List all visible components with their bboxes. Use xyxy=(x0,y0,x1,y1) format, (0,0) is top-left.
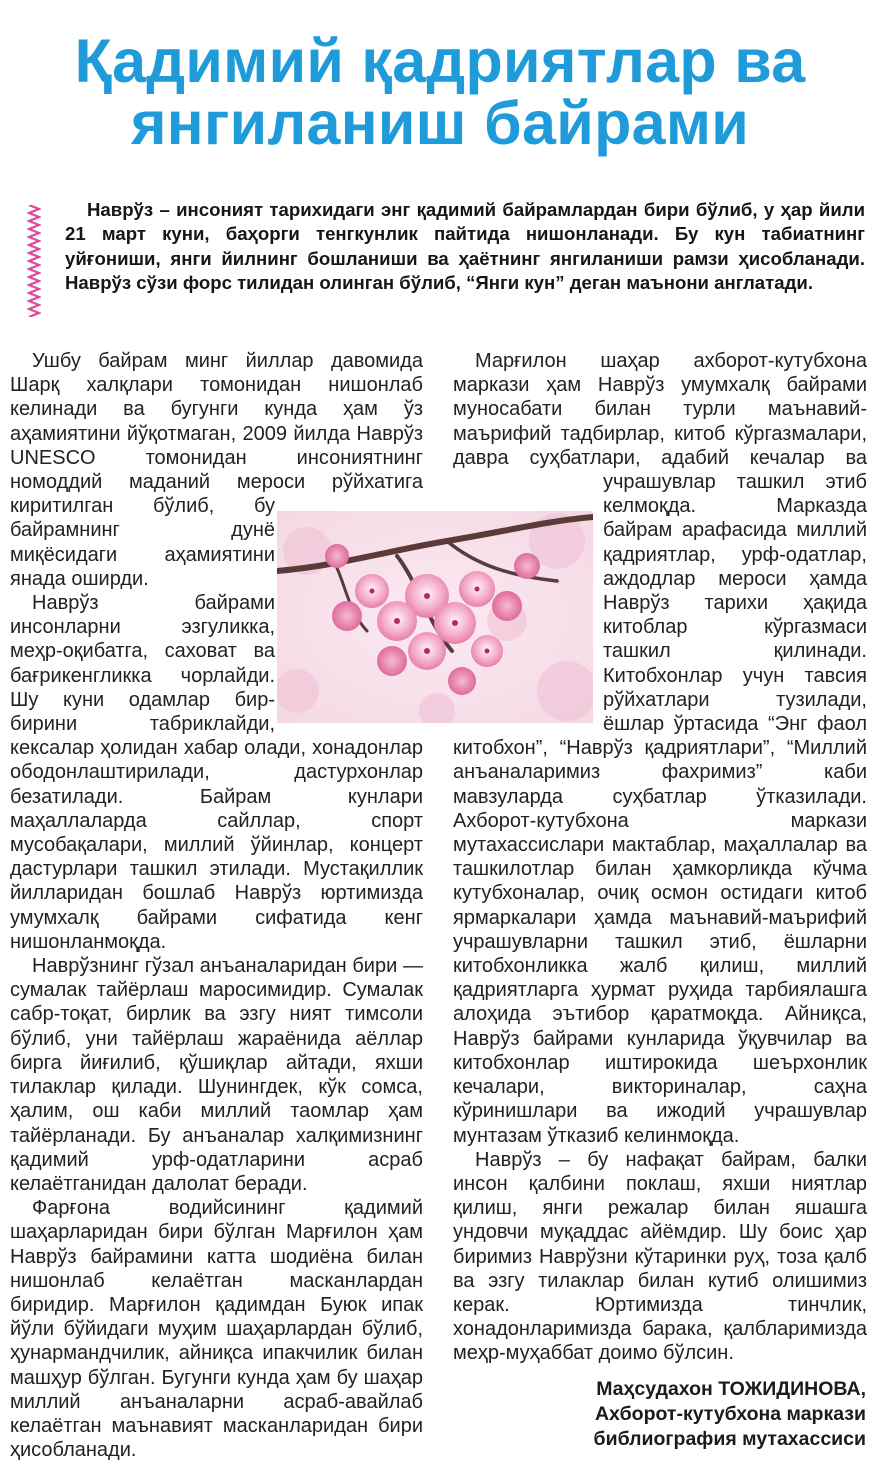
author-signature xyxy=(594,1377,866,1452)
author-role: библиография мутахассиси xyxy=(593,1428,866,1450)
paragraph: Марғилон шаҳар ахборот-кутубхона маркази ҳам Наврўз умумхалқ байрами муносабати билан турли маънавий-маърифий тадбирлар, китоб кўргазмалари, давра суҳбатлари, адабий кечалар ва учрашувлар ташкил этиб келмоқда. Марказда байрам арафасида миллий қадриятлар, урф-одатлар, аждодлар мероси ҳамда Наврўз тарихи ҳақида китоблар кўргазмаси ташкил қилинади. Китобхонлар учун тавсия рўйхатлари тузилади, ёшлар ўртасида “Энг фаол китобхон”, “Наврўз қадриятлари”, “Миллий анъаналаримиз фахримиз” каби мавзуларда суҳбатлар ўтказилади. Ахборот-кутубхона маркази мутахассислари мактаблар, маҳаллалар ва ташкилотлар билан ҳамкорликда кўчма кутубхоналар, очиқ осмон остидаги китоб ярмаркалари ҳамда маънавий-маърифий учрашувларни ташкил этиб, ёшларни китобхонликка жалб қилиш, миллий қадриятларга ҳурмат руҳида тарбиялашга алоҳида эътибор қаратмоқда. Айниқса, Наврўз байрами кунларида ўқувчилар ва китобхонлар иштирокида шеърхонлик кечалари, викториналар, саҳна кўринишлари ва ижодий учрашувлар мунтазам ўтказиб келинмоқда. xyxy=(453,350,867,1147)
paragraph: Фарғона водийсининг қадимий шаҳарларидан бири бўлган Марғилон ҳам Наврўз байрамини катта шодиёна билан нишонлаб келаётган масканлардан биридир. Марғилон қадимдан Буюк ипак йўли бўйидаги муҳим шаҳарлардан бўлиб, ҳунармандчилик, айниқса ипакчилик билан машҳур бўлган. Бугунги кунда ҳам бу шаҳар миллий анъаналарни асраб-авайлаб келаётган маънавият масканларидан бири ҳисобланади. xyxy=(10,1197,423,1462)
author-name: Маҳсудахон ТОЖИДИНОВА, xyxy=(596,1378,866,1400)
paragraph: Наврўзнинг гўзал анъаналаридан бири — сумалак тайёрлаш маросимидир. Сумалак сабр-тоқат, бирлик ва эзгу ният тимсоли бўлиб, уни тайёрлаш жараёнида аёллар бирга йиғилиб, қўшиқлар айтади, яхши тилаклар қилади. Шунингдек, кўк сомса, ҳалим, ош каби миллий таомлар ҳам тайёрланади. Бу анъаналар халқимизнинг қадимий урф-одатларини асраб келаётганидан далолат беради. xyxy=(10,955,423,1195)
paragraph: Ушбу байрам минг йиллар давомида Шарқ халқлари томонидан нишонлаб келинади ва бугунги кунда ҳам ўз аҳамиятини йўқотмаган, 2009 йилда Наврўз UNESCO томонидан инсониятнинг номоддий маданий мероси рўйхатига киритилган бўлиб, бу байрамнинг дунё миқёсидаги аҳамиятини янада оширди. xyxy=(10,350,423,590)
author-role: Ахборот-кутубхона маркази xyxy=(594,1403,866,1425)
cherry-blossom-photo xyxy=(277,511,593,723)
paragraph: Наврўз – бу нафақат байрам, балки инсон қалбини поклаш, яхши ниятлар қилиш, янги режалар билан яшашга ундовчи муқаддас айёмдир. Шу боис ҳар биримиз Наврўзни кўтаринки руҳ, тоза қалб ва эзгу тилаклар билан кутиб олишимиз керак. Юртимизда тинчлик, хонадонларимизда барака, қалбларимизда меҳр-муҳаббат доимо бўлсин. xyxy=(453,1148,867,1365)
title-line-1: Қадимий қадриятлар ва xyxy=(74,27,806,95)
pink-zigzag-icon xyxy=(27,205,41,317)
article-title xyxy=(0,27,880,157)
article-lead: Наврўз – инсоният тарихидаги энг қадимий байрамлардан бири бўлиб, у ҳар йили 21 март куни, баҳорги тенгкунлик пайтида нишонланади. Бу кун табиатнинг уйғониши, янги йилнинг бошланиши ва ҳаётнинг янгиланиши рамзи ҳисобланади. Наврўз сўзи форс тилидан олинган бўлиб, “Янги кун” деган маънони англатади. xyxy=(65,199,865,294)
right-column xyxy=(453,349,867,1366)
title-line-2: янгиланиш байрами xyxy=(130,89,750,157)
paragraph: Наврўз байрами инсонларни эзгуликка, меҳр-оқибатга, саховат ва бағрикенгликка чорлайди. Шу куни одамлар бир-бирини табриклайди, кексалар ҳолидан хабар олади, хонадонлар ободонлаштирилади, дастурхонлар безатилади. Байрам кунлари маҳаллаларда сайллар, спорт мусобақалари, миллий ўйинлар, концерт дастурлари ташкил этилади. Мустақиллик йилларидан бошлаб Наврўз юртимизда умумхалқ байрами сифатида кенг нишонланмоқда. xyxy=(10,592,423,953)
